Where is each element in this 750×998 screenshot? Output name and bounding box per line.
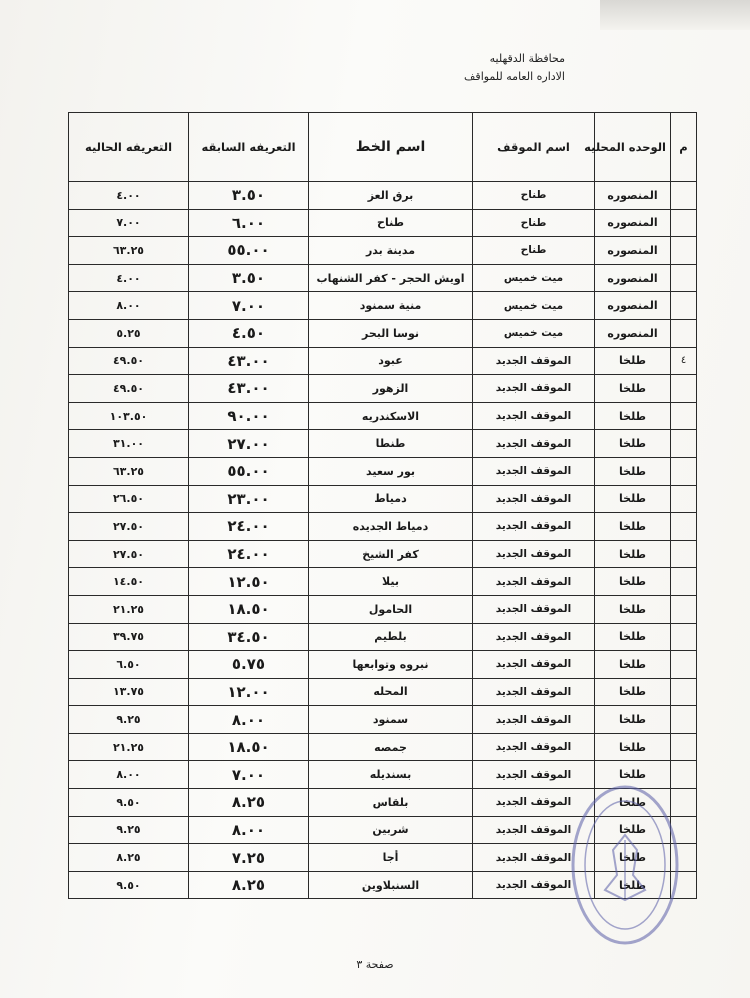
table-row: [69, 623, 697, 651]
table-row: [69, 292, 697, 320]
cell-cur: ٧.٠٠: [69, 209, 189, 237]
table-row: [69, 706, 697, 734]
cell-line: دمياط: [309, 485, 473, 513]
cell-cur: ٤.٠٠: [69, 264, 189, 292]
cell-unit: المنصوره: [595, 319, 671, 347]
cell-unit: طلخا: [595, 347, 671, 375]
table-row: [69, 844, 697, 872]
cell-line: بلقاس: [309, 789, 473, 817]
cell-m: [671, 816, 697, 844]
cell-prev: ٤٣.٠٠: [189, 347, 309, 375]
cell-prev: ٦.٠٠: [189, 209, 309, 237]
cell-prev: ٣٤.٥٠: [189, 623, 309, 651]
cell-stand: الموقف الجديد: [473, 789, 595, 817]
cell-prev: ٨.٠٠: [189, 706, 309, 734]
cell-prev: ٥٥.٠٠: [189, 457, 309, 485]
cell-stand: الموقف الجديد: [473, 457, 595, 485]
table-row: [69, 430, 697, 458]
cell-line: الاسكندريه: [309, 402, 473, 430]
cell-stand: الموقف الجديد: [473, 678, 595, 706]
cell-m: [671, 402, 697, 430]
col-header-cur: التعريفه الحاليه: [69, 113, 189, 182]
cell-stand: ميت خميس: [473, 319, 595, 347]
cell-m: [671, 844, 697, 872]
cell-m: [671, 513, 697, 541]
cell-stand: الموقف الجديد: [473, 347, 595, 375]
cell-line: السنبلاوين: [309, 871, 473, 899]
cell-cur: ١٣.٧٥: [69, 678, 189, 706]
table-row: [69, 513, 697, 541]
cell-line: بيلا: [309, 568, 473, 596]
cell-line: عبود: [309, 347, 473, 375]
cell-stand: الموقف الجديد: [473, 595, 595, 623]
table-row: [69, 871, 697, 899]
cell-stand: ميت خميس: [473, 292, 595, 320]
cell-m: [671, 623, 697, 651]
cell-cur: ١٤.٥٠: [69, 568, 189, 596]
cell-cur: ٩.٢٥: [69, 706, 189, 734]
cell-stand: الموقف الجديد: [473, 430, 595, 458]
cell-cur: ٤٩.٥٠: [69, 375, 189, 403]
table-row: [69, 761, 697, 789]
cell-unit: طلخا: [595, 540, 671, 568]
governorate-name: محافظة الدقهليه: [489, 52, 565, 65]
cell-unit: طلخا: [595, 871, 671, 899]
cell-unit: طلخا: [595, 844, 671, 872]
col-header-line: اسم الخط: [309, 113, 473, 182]
cell-unit: المنصوره: [595, 292, 671, 320]
cell-m: [671, 264, 697, 292]
cell-prev: ٣.٥٠: [189, 182, 309, 210]
cell-line: نبروه وتوابعها: [309, 651, 473, 679]
table-row: [69, 540, 697, 568]
cell-cur: ٤٩.٥٠: [69, 347, 189, 375]
cell-m: [671, 457, 697, 485]
cell-prev: ٢٣.٠٠: [189, 485, 309, 513]
cell-cur: ٣٩.٧٥: [69, 623, 189, 651]
table-row: [69, 319, 697, 347]
cell-cur: ٢١.٢٥: [69, 595, 189, 623]
cell-unit: طلخا: [595, 761, 671, 789]
cell-unit: طلخا: [595, 733, 671, 761]
cell-unit: طلخا: [595, 706, 671, 734]
cell-cur: ٦٣.٢٥: [69, 457, 189, 485]
table-row: [69, 375, 697, 403]
cell-stand: الموقف الجديد: [473, 402, 595, 430]
cell-cur: ٢١.٢٥: [69, 733, 189, 761]
cell-cur: ٩.٥٠: [69, 789, 189, 817]
cell-m: [671, 540, 697, 568]
cell-cur: ٢٧.٥٠: [69, 513, 189, 541]
cell-cur: ٩.٢٥: [69, 816, 189, 844]
table-row: [69, 485, 697, 513]
cell-cur: ٤.٠٠: [69, 182, 189, 210]
page-fold: [600, 0, 750, 30]
cell-prev: ١٢.٥٠: [189, 568, 309, 596]
cell-line: طناح: [309, 209, 473, 237]
table-row: [69, 678, 697, 706]
cell-unit: المنصوره: [595, 182, 671, 210]
table-row: [69, 816, 697, 844]
cell-unit: طلخا: [595, 513, 671, 541]
cell-unit: المنصوره: [595, 264, 671, 292]
cell-cur: ٨.٠٠: [69, 761, 189, 789]
document-header: [464, 50, 565, 86]
cell-line: شربين: [309, 816, 473, 844]
cell-line: طنطا: [309, 430, 473, 458]
cell-m: [671, 568, 697, 596]
cell-cur: ٦٣.٢٥: [69, 237, 189, 265]
cell-m: [671, 182, 697, 210]
cell-cur: ٩.٥٠: [69, 871, 189, 899]
cell-stand: الموقف الجديد: [473, 623, 595, 651]
col-header-prev: التعريفه السابقه: [189, 113, 309, 182]
cell-unit: طلخا: [595, 595, 671, 623]
cell-stand: طناح: [473, 237, 595, 265]
cell-prev: ١٨.٥٠: [189, 595, 309, 623]
table-row: [69, 733, 697, 761]
cell-unit: المنصوره: [595, 209, 671, 237]
cell-unit: المنصوره: [595, 237, 671, 265]
cell-prev: ٧.٠٠: [189, 761, 309, 789]
cell-stand: الموقف الجديد: [473, 513, 595, 541]
cell-prev: ١٢.٠٠: [189, 678, 309, 706]
cell-line: الحامول: [309, 595, 473, 623]
cell-line: دمياط الجديده: [309, 513, 473, 541]
cell-stand: الموقف الجديد: [473, 844, 595, 872]
cell-m: [671, 595, 697, 623]
cell-unit: طلخا: [595, 402, 671, 430]
col-header-serial: م: [671, 113, 697, 182]
cell-m: [671, 485, 697, 513]
cell-stand: طناح: [473, 209, 595, 237]
cell-m: ٤: [671, 347, 697, 375]
cell-m: [671, 733, 697, 761]
cell-unit: طلخا: [595, 816, 671, 844]
cell-stand: الموقف الجديد: [473, 375, 595, 403]
cell-line: بور سعيد: [309, 457, 473, 485]
cell-stand: الموقف الجديد: [473, 651, 595, 679]
cell-prev: ٧.٢٥: [189, 844, 309, 872]
cell-line: نوسا البحر: [309, 319, 473, 347]
cell-line: المحله: [309, 678, 473, 706]
cell-prev: ٥.٧٥: [189, 651, 309, 679]
cell-line: كفر الشيخ: [309, 540, 473, 568]
cell-stand: الموقف الجديد: [473, 485, 595, 513]
page-number: صفحة ٣: [356, 958, 394, 971]
cell-unit: طلخا: [595, 651, 671, 679]
cell-m: [671, 209, 697, 237]
cell-unit: طلخا: [595, 430, 671, 458]
cell-prev: ٨.٠٠: [189, 816, 309, 844]
cell-stand: طناح: [473, 182, 595, 210]
col-header-unit: الوحده المحليه: [595, 113, 671, 182]
cell-line: سمنود: [309, 706, 473, 734]
cell-m: [671, 871, 697, 899]
cell-unit: طلخا: [595, 623, 671, 651]
table-row: [69, 237, 697, 265]
cell-line: منية سمنود: [309, 292, 473, 320]
cell-m: [671, 651, 697, 679]
cell-m: [671, 706, 697, 734]
table-row: [69, 789, 697, 817]
cell-cur: ٢٦.٥٠: [69, 485, 189, 513]
table-row: [69, 347, 697, 375]
cell-cur: ٢٧.٥٠: [69, 540, 189, 568]
table-header-row: [69, 113, 697, 182]
tariff-table: [68, 112, 697, 899]
cell-stand: الموقف الجديد: [473, 816, 595, 844]
cell-cur: ٨.٠٠: [69, 292, 189, 320]
cell-line: جمصه: [309, 733, 473, 761]
table-row: [69, 595, 697, 623]
table-row: [69, 568, 697, 596]
cell-unit: طلخا: [595, 375, 671, 403]
cell-line: أجا: [309, 844, 473, 872]
department-name: الاداره العامه للمواقف: [464, 70, 565, 83]
cell-prev: ٤٣.٠٠: [189, 375, 309, 403]
cell-m: [671, 761, 697, 789]
cell-line: بلطيم: [309, 623, 473, 651]
table-row: [69, 182, 697, 210]
cell-line: الزهور: [309, 375, 473, 403]
cell-stand: الموقف الجديد: [473, 871, 595, 899]
cell-unit: طلخا: [595, 789, 671, 817]
cell-prev: ٨.٢٥: [189, 789, 309, 817]
cell-stand: الموقف الجديد: [473, 733, 595, 761]
cell-line: برق العز: [309, 182, 473, 210]
cell-cur: ١٠٣.٥٠: [69, 402, 189, 430]
cell-prev: ٧.٠٠: [189, 292, 309, 320]
cell-m: [671, 678, 697, 706]
cell-unit: طلخا: [595, 485, 671, 513]
table-row: [69, 264, 697, 292]
cell-prev: ٢٧.٠٠: [189, 430, 309, 458]
cell-cur: ٣١.٠٠: [69, 430, 189, 458]
cell-m: [671, 237, 697, 265]
table-row: [69, 209, 697, 237]
cell-stand: ميت خميس: [473, 264, 595, 292]
cell-m: [671, 430, 697, 458]
cell-stand: الموقف الجديد: [473, 540, 595, 568]
table-row: [69, 651, 697, 679]
cell-cur: ٦.٥٠: [69, 651, 189, 679]
cell-m: [671, 292, 697, 320]
cell-prev: ٤.٥٠: [189, 319, 309, 347]
cell-line: مدينة بدر: [309, 237, 473, 265]
cell-stand: الموقف الجديد: [473, 706, 595, 734]
col-header-stand: اسم الموقف: [473, 113, 595, 182]
cell-m: [671, 319, 697, 347]
cell-line: اويش الحجر - كفر الشنهاب: [309, 264, 473, 292]
cell-stand: الموقف الجديد: [473, 568, 595, 596]
cell-prev: ٢٤.٠٠: [189, 540, 309, 568]
cell-cur: ٥.٢٥: [69, 319, 189, 347]
cell-unit: طلخا: [595, 568, 671, 596]
cell-prev: ١٨.٥٠: [189, 733, 309, 761]
table-row: [69, 402, 697, 430]
cell-prev: ٩٠.٠٠: [189, 402, 309, 430]
cell-cur: ٨.٢٥: [69, 844, 189, 872]
cell-unit: طلخا: [595, 678, 671, 706]
cell-line: بسنديله: [309, 761, 473, 789]
cell-stand: الموقف الجديد: [473, 761, 595, 789]
cell-m: [671, 789, 697, 817]
cell-unit: طلخا: [595, 457, 671, 485]
cell-prev: ٨.٢٥: [189, 871, 309, 899]
cell-prev: ٥٥.٠٠: [189, 237, 309, 265]
table-row: [69, 457, 697, 485]
cell-prev: ٢٤.٠٠: [189, 513, 309, 541]
cell-m: [671, 375, 697, 403]
cell-prev: ٣.٥٠: [189, 264, 309, 292]
